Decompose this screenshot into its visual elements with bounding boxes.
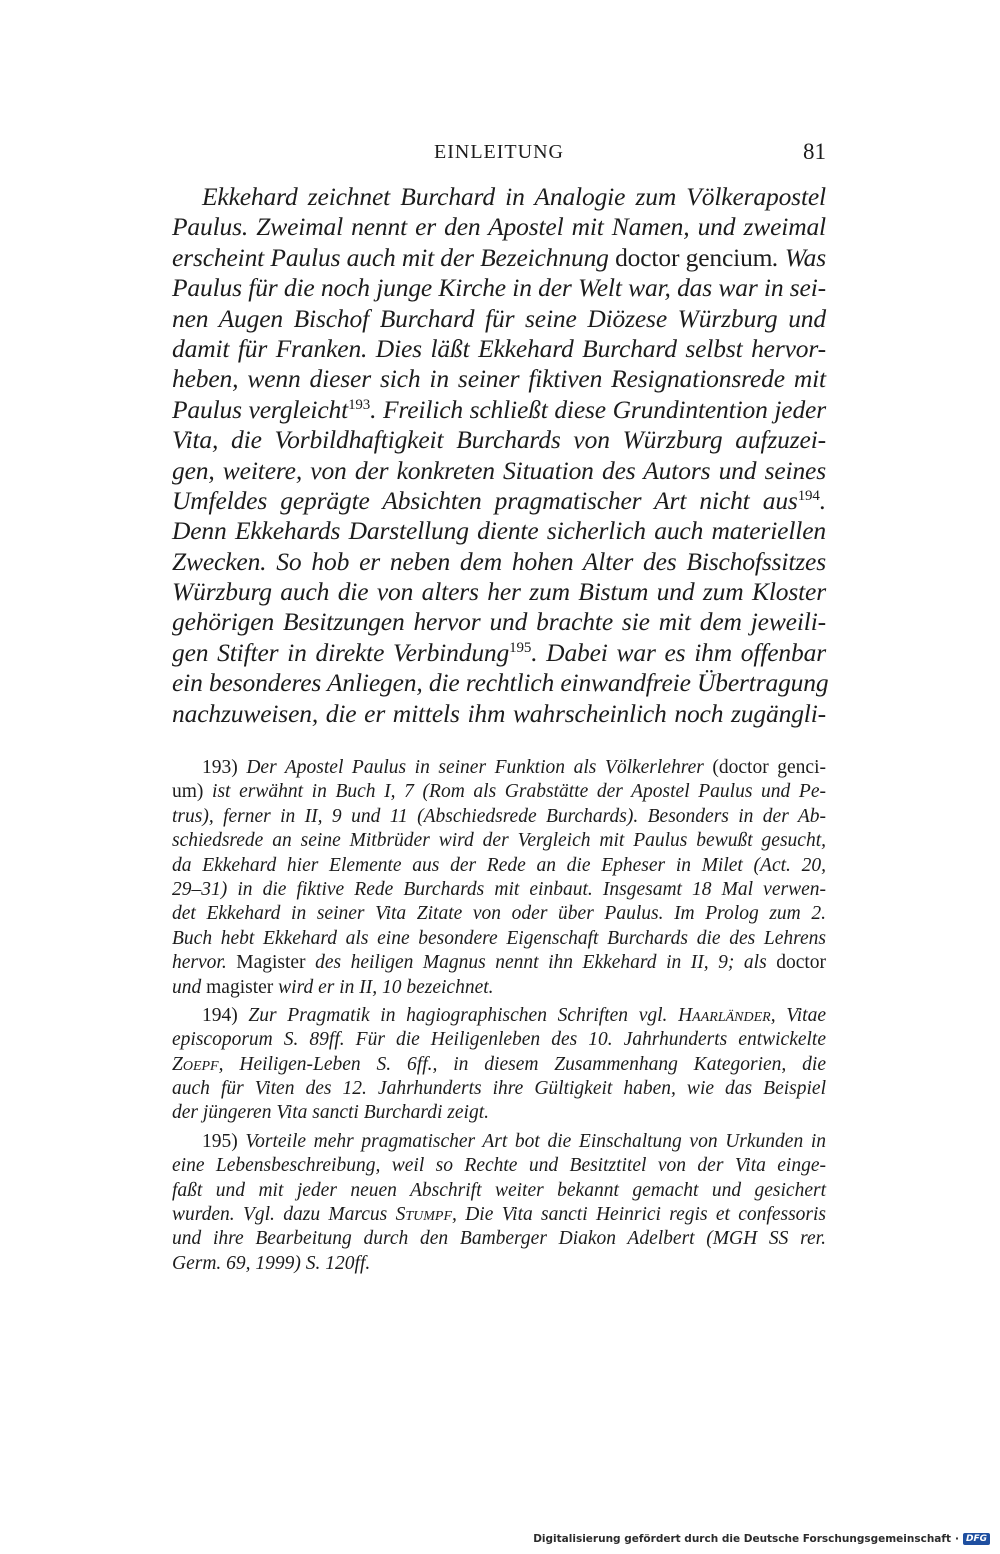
dfg-logo-icon: DFG xyxy=(963,1533,990,1545)
footnote-ref-195: 195 xyxy=(509,639,532,656)
author-name: Stumpf xyxy=(395,1204,453,1226)
text-line: Umfeldes geprägte Absichten pragmatischer Art nicht aus$^{194}$. xyxy=(172,485,826,515)
text-line: Zwecken. So hob er neben dem hohen Alter des Bischofssitzes xyxy=(172,546,826,576)
footnote-195: 195) Vorteile mehr pragmatischer Art bot die Einschaltung von Urkunden in eine Lebensbeschreibung, weil so Rechte und Besitztitel von der Vita einge- faßt und mit jeder neuen Abschrift weiter bekannt gemacht und gesichert wurden. Vgl. dazu Marcus Stumpf, Die Vita sancti Heinrici regis et confessoris und ihre Bearbeitung durch den Bamberger Diakon Adelbert (MGH SS rer. Germ. 69, 1999) S. 120ff. xyxy=(172,1130,827,1274)
text-line: nachzuweisen, die er mittels ihm wahrscheinlich noch zugängli- xyxy=(172,698,826,728)
footnote-number: 194) xyxy=(202,1004,238,1026)
running-head: EINLEITUNG xyxy=(434,141,564,163)
latin-term: doctor gencium xyxy=(615,242,773,272)
footnote-194: 194) Zur Pragmatik in hagiographischen Schriften vgl. Haarländer, Vitae episcoporum S. 89ff. Für die Heiligenleben des 10. Jahrhunderts entwickelte Zoepf, Heiligen-Leben S. 6ff., in diesem Zusammenhang Kategorien, die auch für Viten des 12. Jahrhunderts ihre Gültigkeit haben, wie das Beispiel der jüngeren Vita sancti Burchardi zeigt. xyxy=(172,1004,826,1124)
text-line: Paulus für die noch junge Kirche in der Welt war, das war in sei- xyxy=(172,273,826,303)
page-header xyxy=(172,141,826,171)
footnote-ref-194: 194 xyxy=(797,487,820,504)
footnote-number: 195) xyxy=(202,1130,238,1152)
text-line: ein besonderes Anliegen, die rechtlich einwandfreie Übertragung xyxy=(172,668,829,698)
page-number: 81 xyxy=(803,139,826,164)
text-line: Vita, die Vorbildhaftigkeit Burchards von Würzburg aufzuzei- xyxy=(172,425,826,455)
text-line: nen Augen Bischof Burchard für seine Diözese Würzburg und xyxy=(172,303,826,333)
text-line: Ekkehard zeichnet Burchard in Analogie zum Völkerapostel xyxy=(202,182,826,211)
text-line: gen, weitere, von der konkreten Situation des Autors und seines xyxy=(172,455,826,485)
text-line: erscheint Paulus auch mit der Bezeichnung doctor gencium. Was xyxy=(172,242,826,272)
text-line: gen Stifter in direkte Verbindung$^{195}$. Dabei war es ihm offenbar xyxy=(172,637,826,667)
footnote-ref-193: 193 xyxy=(348,396,371,413)
footnote-number: 193) xyxy=(202,757,238,778)
author-name: Zoepf xyxy=(172,1053,219,1075)
text-line: damit für Franken. Dies läßt Ekkehard Burchard selbst hervor- xyxy=(172,333,826,363)
text-line: heben, wenn dieser sich in seiner fiktiven Resignationsrede mit xyxy=(172,364,826,394)
funding-credit: Digitalisierung gefördert durch die Deutsche Forschungsgemeinschaft · DFG xyxy=(533,1531,990,1547)
main-text xyxy=(172,182,829,729)
text-line: Paulus vergleicht$^{193}$. Freilich schließt diese Grundintention jeder xyxy=(172,394,826,424)
text-line: Würzburg auch die von alters her zum Bistum und zum Kloster xyxy=(172,577,826,607)
funding-credit-text: Digitalisierung gefördert durch die Deutsche Forschungsgemeinschaft xyxy=(533,1533,951,1545)
text-line: Paulus. Zweimal nennt er den Apostel mit Namen, und zweimal xyxy=(172,212,826,242)
text-line: gehörigen Besitzungen hervor und brachte sie mit dem jeweili- xyxy=(172,607,826,637)
footnotes xyxy=(172,756,826,1280)
author-name: Haarländer xyxy=(678,1004,771,1026)
footnote-193: 193) Der Apostel Paulus in seiner Funktion als Völkerlehrer (doctor genci- um) ist erwähnt in Buch I, 7 (Rom als Grabstätte der Apostel Paulus und Pe- trus), ferner in II, 9 und 11 (Abschiedsrede Burchards). Besonders in der Ab- schiedsrede an seine Mitbrüder wird der Vergleich mit Paulus bewußt gesucht, da Ekkehard hier Elemente aus der Rede an die Epheser in Milet (Act. 20, 29–31) in die fiktive Rede Burchards mit einbaut. Insgesamt 18 Mal verwen- det Ekkehard in seiner Vita Zitate von oder über Paulus. Im Prolog zum 2. Buch hebt Ekkehard als eine besondere Eigenschaft Burchards die des Lehrens hervor. Magister des heiligen Magnus nennt ihn Ekkehard in II, 9; als doctor und magister wird er in II, 10 bezeichnet. xyxy=(172,757,827,998)
text-line: Denn Ekkehards Darstellung diente sicherlich auch materiellen xyxy=(172,516,826,546)
